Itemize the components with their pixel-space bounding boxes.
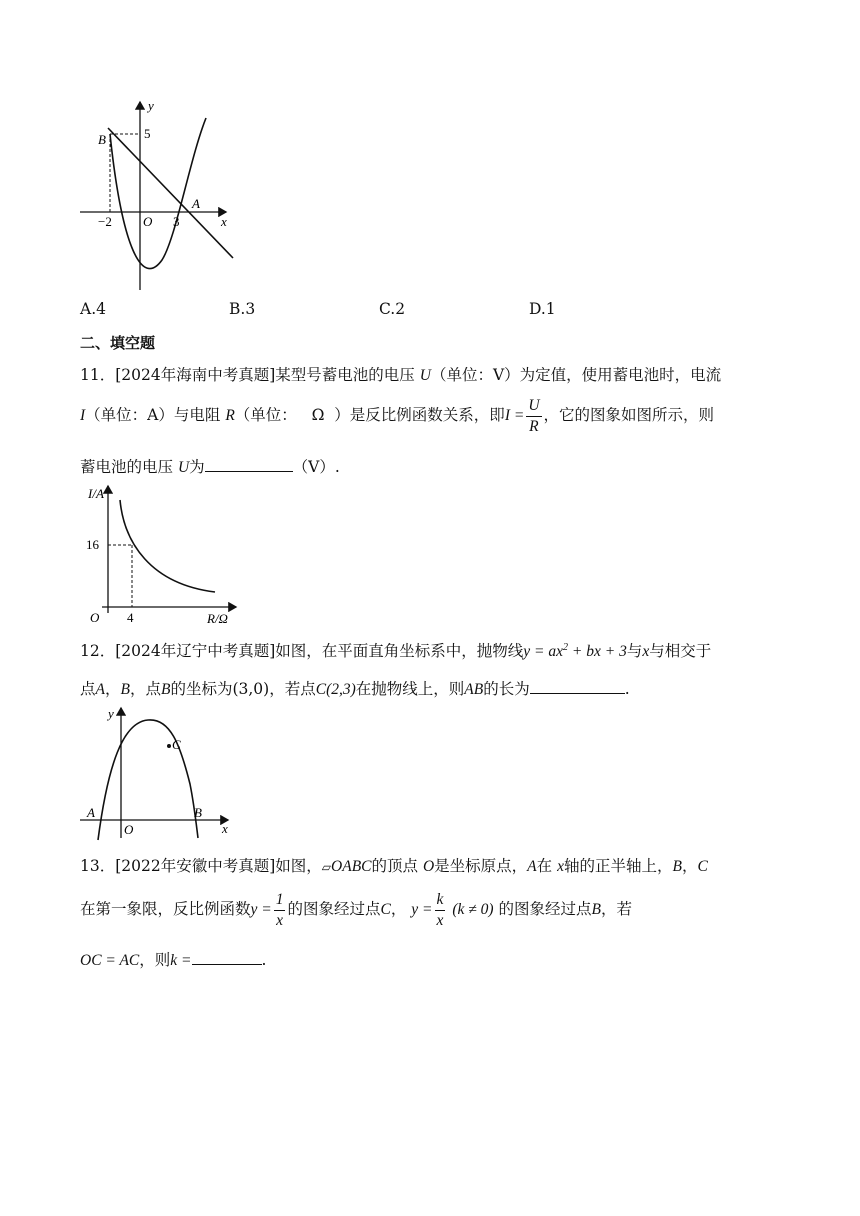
tick-y5: 5 (144, 126, 151, 141)
section-title: 二、填空题 (80, 334, 156, 352)
origin-label: O (124, 822, 134, 837)
point-c-dot (167, 744, 171, 748)
q13-line3: OC = AC，则k = . (80, 951, 267, 969)
q11-figure (80, 482, 245, 627)
y-axis-label: y (148, 98, 154, 113)
q13-answer-blank[interactable] (192, 950, 262, 965)
q12-number: 12． (80, 642, 116, 661)
option-d[interactable]: D.1 (529, 300, 556, 318)
x-axis-label: R/Ω (207, 611, 228, 626)
x-axis-label: x (221, 214, 227, 229)
q12-answer-blank[interactable] (530, 679, 625, 694)
parabola (110, 118, 206, 269)
y-axis-label: I/A (88, 486, 104, 501)
origin-label: O (90, 610, 100, 625)
option-a[interactable]: A.4 (80, 300, 106, 318)
q12-equation: $y = ax^2$ + bx + 3 (523, 642, 627, 661)
tick-x4: 4 (127, 610, 134, 625)
q13-frac-1: $\frac{1}{x}$ (275, 891, 284, 929)
point-b-label: B (194, 805, 202, 820)
q13-line2: 在第一象限，反比例函数 y = $\frac{1}{x}$ 的图象经过点 C ， y = $\frac{k}{x}$ (k ≠ 0) 的图象经过点 B ，若 (80, 891, 632, 929)
parallelogram-icon: ▱ (321, 860, 332, 874)
q11-number: 11． (80, 366, 116, 384)
point-a-label: A (87, 805, 95, 820)
q11-line3: 蓄电池的电压 U为 （V）. (80, 458, 340, 476)
q11-line1: 11．[2024年海南中考真题]某型号蓄电池的电压 U（单位：V）为定值，使用蓄电池时，电流 (80, 366, 722, 384)
parabola (98, 720, 198, 840)
q12-source: [2024年辽宁中考真题] (115, 642, 276, 661)
option-c[interactable]: C.2 (379, 300, 406, 318)
point-b-label: B (98, 132, 106, 147)
q12-line1: 12．[2024年辽宁中考真题]如图，在平面直角坐标系中，抛物线$y = ax^2$ + bx + 3与x与相交于 (80, 642, 712, 661)
q10-figure (80, 98, 250, 293)
tick-xm2: −2 (98, 214, 112, 229)
q11-answer-blank[interactable] (205, 457, 293, 472)
q12-line2: 点A，B，点B的坐标为(3,0)，若点C(2,3)在抛物线上，则AB的长为 . (80, 680, 630, 698)
hyperbola (120, 500, 215, 592)
origin-label: O (143, 214, 153, 229)
option-b[interactable]: B.3 (229, 300, 256, 318)
tick-x3: 3 (173, 214, 180, 229)
y-axis-label: y (108, 706, 114, 721)
q11-formula-lhs: I = (504, 407, 525, 425)
tick-y16: 16 (86, 537, 99, 552)
q13-number: 13． (80, 857, 116, 875)
point-c-label: C (172, 737, 181, 752)
q12-figure (78, 704, 238, 844)
q13-frac-k: $\frac{k}{x}$ (436, 891, 444, 929)
q11-line2: I （单位：A）与电阻 R （单位： Ω ）是反比例函数关系，即 I = $\frac{U}{R}$ ，它的图象如图所示，则 (80, 397, 715, 435)
point-a-label: A (192, 196, 200, 211)
x-axis-label: x (222, 821, 228, 836)
q11-source: [2024年海南中考真题] (115, 366, 276, 384)
q11-formula-frac: $\frac{U}{R}$ (528, 397, 540, 435)
q13-source: [2022年安徽中考真题] (115, 857, 276, 875)
q13-line1: 13．[2022年安徽中考真题]如图，▱OABC的顶点 O是坐标原点，A在 x轴的正半轴上，B，C (80, 857, 708, 875)
